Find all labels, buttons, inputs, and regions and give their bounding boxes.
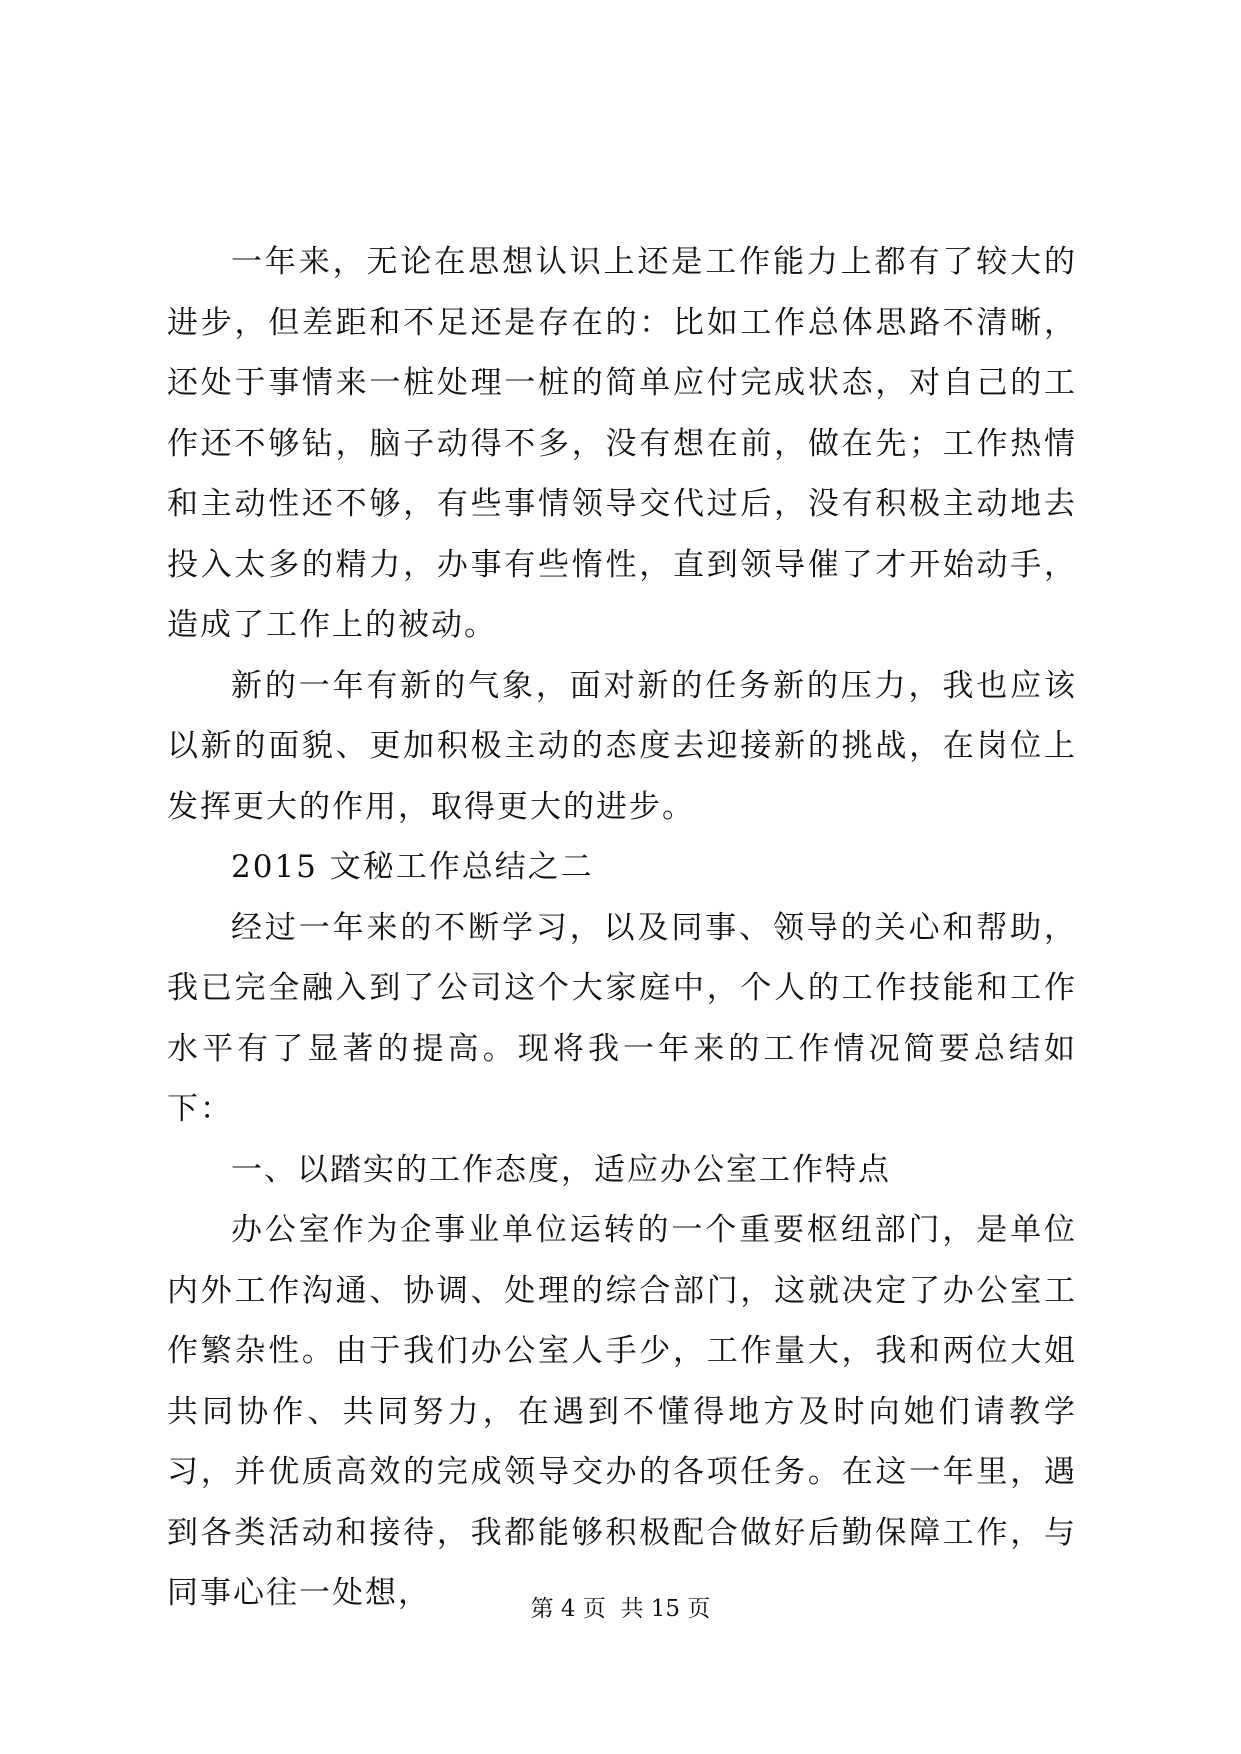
- document-body: [167, 232, 1077, 1624]
- paragraph-summary-intro: 经过一年来的不断学习，以及同事、领导的关心和帮助，我已完全融入到了公司这个大家庭中，个人的工作技能和工作水平有了显著的提高。现将我一年来的工作情况简要总结如下：: [167, 909, 1077, 1127]
- paragraph-self-assessment: 一年来，无论在思想认识上还是工作能力上都有了较大的进步，但差距和不足还是存在的：比如工作总体思路不清晰，还处于事情来一桩处理一桩的简单应付完成状态，对自己的工作还不够钻，脑子动得不多，没有想在前，做在先；工作热情和主动性还不够，有些事情领导交代过后，没有积极主动地去投入太多的精力，办事有些惰性，直到领导催了才开始动手，造成了工作上的被动。: [167, 244, 1077, 643]
- paragraph-office-work: 办公室作为企事业单位运转的一个重要枢纽部门，是单位内外工作沟通、协调、处理的综合部门，这就决定了办公室工作繁杂性。由于我们办公室人手少，工作量大，我和两位大姐共同协作、共同努力，在遇到不懂得地方及时向她们请教学习，并优质高效的完成领导交办的各项任务。在这一年里，遇到各类活动和接待，我都能够积极配合做好后勤保障工作，与同事心往一处想，: [167, 1212, 1077, 1611]
- section-heading-summary-two: 2015 文秘工作总结之二: [231, 849, 594, 885]
- page-number-footer: 第 4 页 共 15 页: [530, 1596, 711, 1622]
- section-heading-work-attitude: 一、以踏实的工作态度，适应办公室工作特点: [231, 1151, 891, 1188]
- paragraph-new-year-outlook: 新的一年有新的气象，面对新的任务新的压力，我也应该以新的面貌、更加积极主动的态度去迎接新的挑战，在岗位上发挥更大的作用，取得更大的进步。: [167, 667, 1077, 825]
